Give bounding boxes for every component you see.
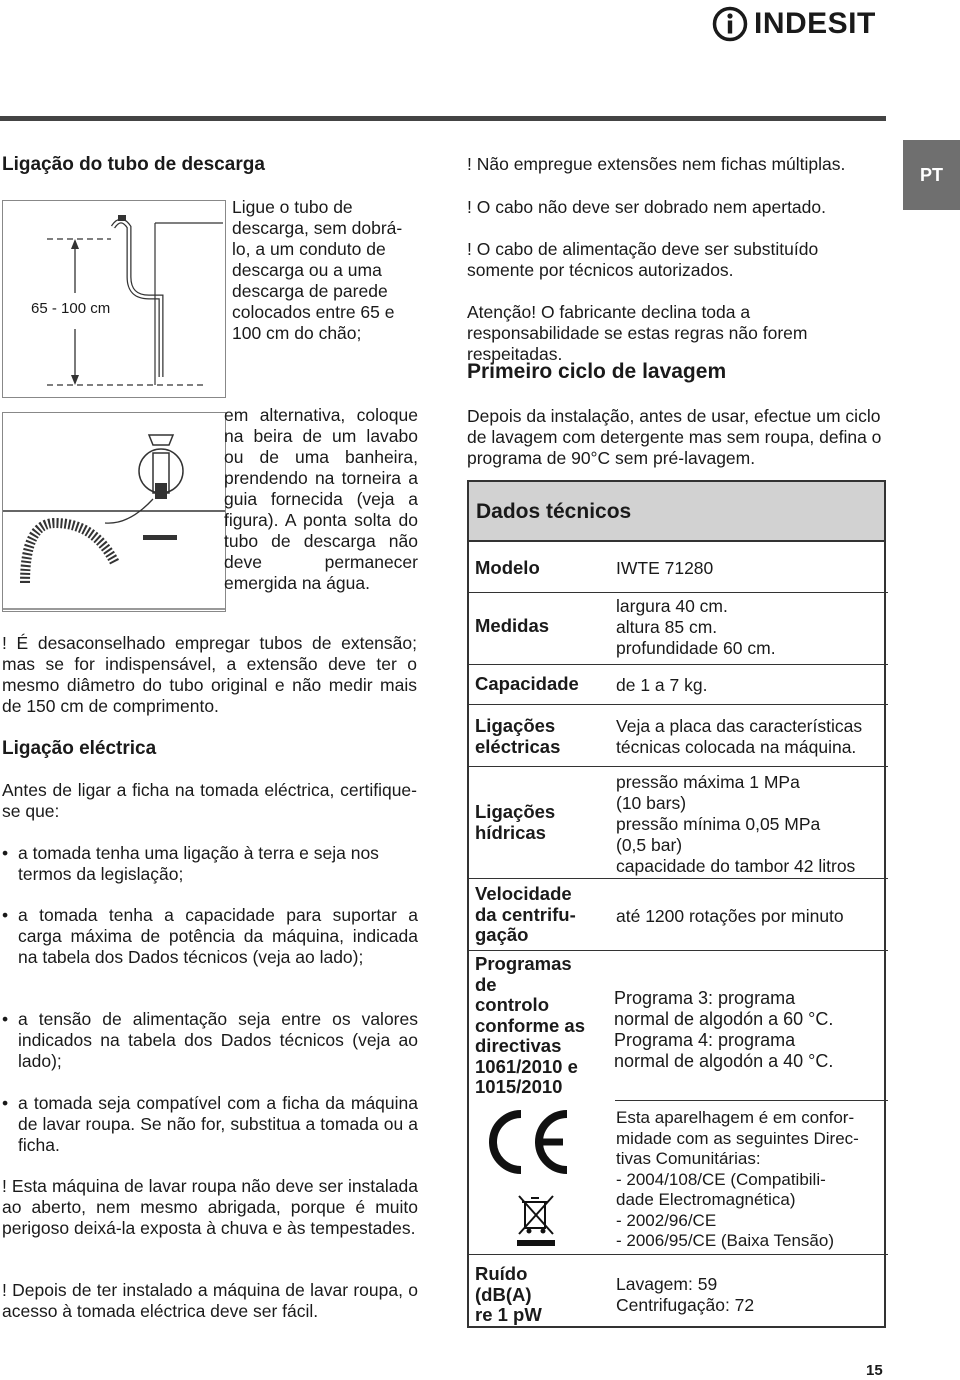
bullet-icon: • [2,905,9,925]
value-line: altura 85 cm. [616,617,718,637]
warning-cable-bend: ! O cabo não deve ser dobrado nem apertado. [467,197,826,217]
alternative-instructions: em alternativa, coloque na beira de um lavabo ou de uma banheira, prendendo na torneira a guia fornecida (veja a figura). A ponta solta do tubo de descarga não deve permanecer emergida na água. [224,405,418,593]
value-line: Lavagem: 59 [616,1274,718,1294]
row-divider [469,878,888,879]
value-line: capacidade do tambor 42 litros [616,856,856,876]
value-line: dade Electromagnética) [616,1190,796,1209]
label-line: re 1 pW [475,1304,542,1325]
value-line: Veja a placa das características [616,716,863,736]
label-line: Ligações [475,715,556,736]
label-line: da centrifu- [475,903,576,925]
extension-warning: ! É desaconselhado empregar tubos de extensão; mas se for indispensável, a extensão deve ter o mesmo diâmetro do tubo original e não medir mais de 150 cm de comprimento. [2,633,417,716]
height-label: 65 - 100 cm [31,300,111,317]
value-line: profundidade 60 cm. [616,638,776,658]
bullet-icon: • [2,843,9,863]
bullet-item [2,1093,418,1156]
value-line: - 2002/96/CE [616,1210,717,1230]
indesit-logo-icon [712,6,748,42]
value-programas [614,988,833,1072]
value-line: - 2004/108/CE (Compatibili- [616,1169,826,1189]
label-programas [475,954,585,1098]
section-title-first-cycle: Primeiro ciclo de lavagem [467,360,727,383]
language-tab: PT [903,140,960,210]
label-line: eléctricas [475,735,561,757]
value-line: normal de algodón a 40 °C. [614,1051,834,1071]
bullet-text: a tomada tenha a capacidade para suportar a carga máxima de potência da máquina, indicada na tabela dos Dados técnicos (veja ao lado); [18,905,418,967]
label-velocidade [475,884,576,946]
weee-bin-icon [515,1192,559,1248]
label-line: controlo [475,994,549,1015]
label-medidas: Medidas [475,615,550,636]
value-line: (0,5 bar) [616,835,683,855]
tech-table-header [469,482,884,542]
bullet-text: a tomada tenha uma ligação à terra e seja nos termos da legislação; [18,843,379,884]
row-divider [469,592,888,593]
label-line: directivas [475,1035,562,1056]
bullet-text: a tensão de alimentação seja entre os valores indicados na tabela dos Dados técnicos (veja ao lado); [18,1009,418,1071]
section-title-drain: Ligação do tubo de descarga [2,154,265,175]
label-ligacoes-eletricas [475,716,560,757]
value-line: pressão máxima 1 MPa [616,772,800,792]
label-line: Ruído [475,1263,528,1284]
figure-wall-drain [2,200,226,398]
value-conformidade [616,1108,859,1252]
warning-cable-replace: ! O cabo de alimentação deve ser substituído somente por técnicos autorizados. [467,239,819,280]
figure-bathtub [2,412,226,612]
label-line: conforme as [475,1014,586,1036]
row-divider [615,1100,888,1101]
value-ligacoes-eletricas [616,716,862,758]
page-number: 15 [866,1362,883,1379]
value-line: Esta aparelhagem é em confor- [616,1108,855,1127]
value-line: tivas Comunitárias: [616,1149,761,1168]
label-ligacoes-hidricas [475,802,555,843]
attention-note: Atenção! O fabricante declina toda a responsabilidade se estas regras não forem respeitadas. [467,302,808,364]
value-line: (10 bars) [616,793,687,813]
value-line: normal de algodón a 60 °C. [614,1009,834,1029]
label-ruido [475,1264,542,1326]
label-line: 1015/2010 [475,1076,563,1097]
value-ligacoes-hidricas [616,772,855,877]
value-capacidade: de 1 a 7 kg. [616,675,708,695]
brand-logo [712,6,892,40]
brand-name: INDESIT [754,7,876,40]
label-line: Velocidade [475,883,572,904]
value-velocidade: até 1200 rotações por minuto [616,906,844,926]
label-modelo: Modelo [475,557,540,578]
socket-access-note: ! Depois de ter instalado a máquina de lavar roupa, o acesso à tomada eléctrica deve ser fácil. [2,1280,418,1321]
label-capacidade: Capacidade [475,673,579,694]
row-divider [469,664,888,665]
bullet-icon: • [2,1009,9,1029]
value-line: Programa 3: programa [614,988,796,1008]
wall-drain-illustration [3,201,225,397]
value-modelo: IWTE 71280 [616,558,714,578]
bullet-item [2,905,418,968]
value-line: midade com as seguintes Direc- [616,1128,859,1148]
value-line: técnicas colocada na máquina. [616,737,857,757]
ce-mark-icon [481,1106,577,1178]
label-line: (dB(A) [475,1283,532,1305]
label-line: Programas [475,953,572,974]
value-line: largura 40 cm. [616,596,728,616]
label-line: hídricas [475,821,546,843]
electric-intro: Antes de ligar a ficha na tomada eléctrica, certifique-se que: [2,780,417,821]
label-line: de [475,973,497,995]
tech-data-table [467,480,886,1328]
value-ruido [616,1274,754,1316]
section-title-electric: Ligação eléctrica [2,738,157,759]
bathtub-hose-illustration [3,413,225,611]
row-divider [469,950,888,951]
tech-table-title: Dados técnicos [476,500,632,523]
header-rule [0,116,886,121]
label-line: Ligações [475,801,556,822]
bullet-text: a tomada seja compatível com a ficha da máquina de lavar roupa. Se não for, substitua a tomada ou a ficha. [18,1093,418,1155]
row-divider [469,766,888,767]
row-divider [469,704,888,705]
bullet-item [2,843,418,885]
first-cycle-text: Depois da instalação, antes de usar, efectue um ciclo de lavagem com detergente mas sem roupa, defina o programa de 90°C sem pré-lavagem. [467,406,882,468]
label-line: 1061/2010 e [475,1055,578,1077]
warning-extensions: ! Não empregue extensões nem fichas múltiplas. [467,154,846,174]
value-medidas [616,596,776,659]
outdoor-warning: ! Esta máquina de lavar roupa não deve ser instalada ao aberto, nem mesmo abrigada, porque é muito perigoso deixá-la exposta à chuva e às tempestades. [2,1176,418,1238]
drain-instructions: Ligue o tubo de descarga, sem dobrá-lo, a um conduto de descarga ou a uma descarga de parede colocados entre 65 e 100 cm do chão; [232,197,403,343]
value-line: pressão mínima 0,05 MPa [616,814,821,834]
value-line: - 2006/95/CE (Baixa Tensão) [616,1231,834,1250]
label-line: gação [475,924,529,945]
bullet-icon: • [2,1093,9,1113]
bullet-item [2,1009,418,1072]
row-divider [469,1254,888,1255]
value-line: Centrifugação: 72 [616,1295,755,1315]
value-line: Programa 4: programa [614,1030,796,1050]
